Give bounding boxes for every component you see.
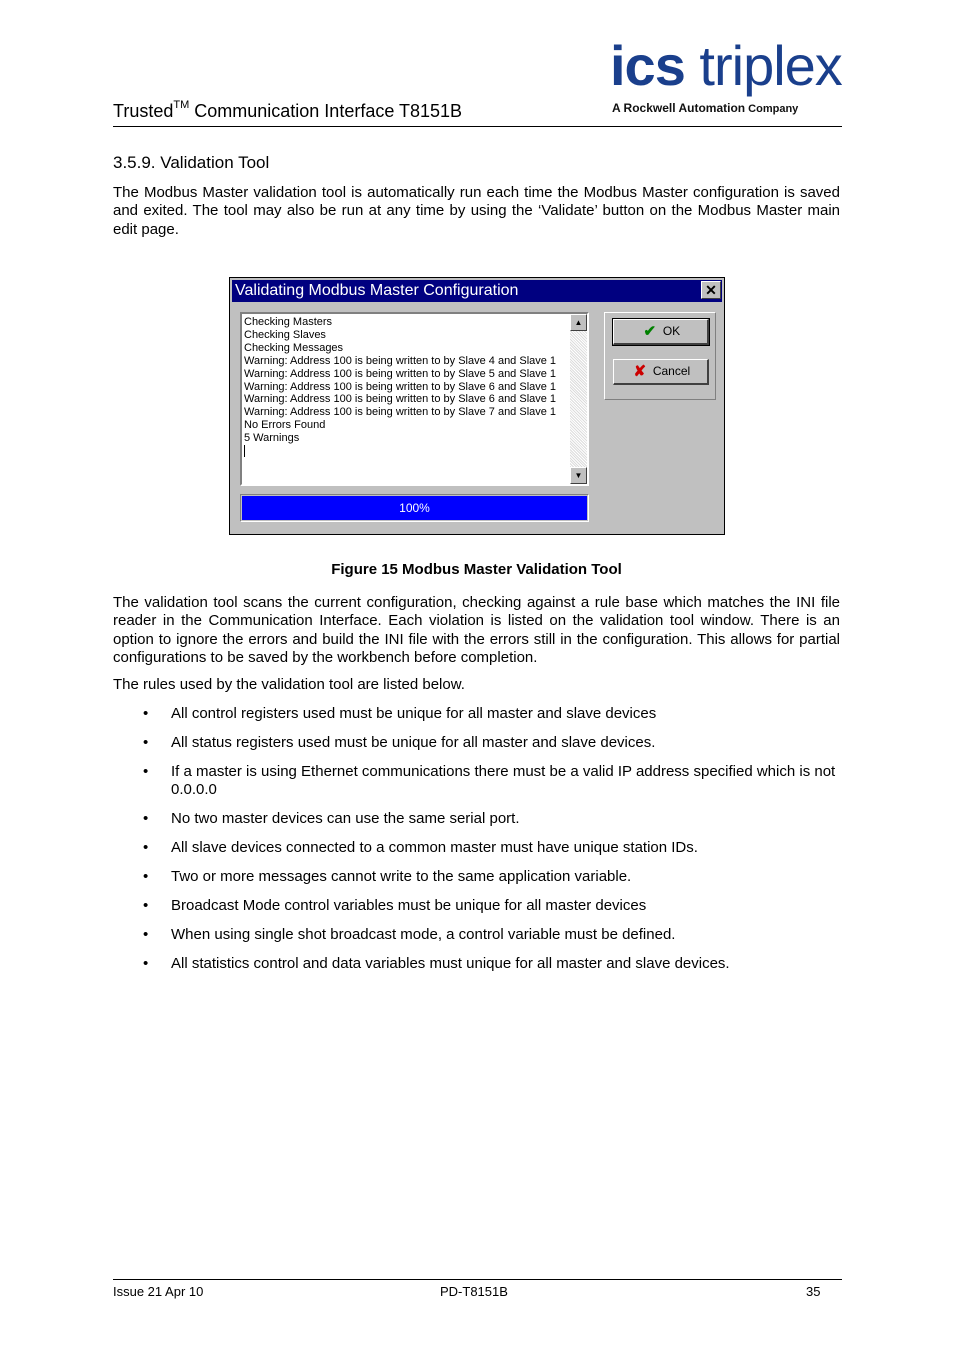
bullet-icon: • bbox=[143, 762, 149, 780]
rule-text: All status registers used must be unique for all master and slave devices. bbox=[171, 733, 656, 751]
scroll-up-icon[interactable]: ▲ bbox=[570, 314, 587, 331]
bullet-icon: • bbox=[143, 868, 149, 886]
cross-icon: ✘ bbox=[633, 362, 647, 380]
log-line: Warning: Address 100 is being written to by Slave 7 and Slave 1 bbox=[244, 406, 557, 419]
footer-rule bbox=[113, 1279, 842, 1280]
log-line: 5 Warnings bbox=[244, 432, 300, 445]
document-title: Trusted™ Communication Interface T8151B bbox=[113, 99, 463, 121]
ok-button[interactable]: ✔ OK bbox=[613, 319, 709, 345]
bullet-icon: • bbox=[143, 733, 149, 751]
log-scrollbar[interactable] bbox=[570, 314, 587, 484]
rule-item bbox=[113, 839, 840, 857]
close-icon[interactable]: ✕ bbox=[701, 281, 721, 299]
rule-text: All statistics control and data variables must unique for all master and slave devices. bbox=[171, 955, 730, 973]
trademark-mark: TM bbox=[173, 99, 190, 111]
validation-log[interactable] bbox=[240, 312, 589, 486]
cancel-button[interactable]: ✘ Cancel bbox=[613, 359, 709, 385]
rule-item bbox=[113, 810, 840, 828]
bullet-icon: • bbox=[143, 955, 149, 973]
body-paragraph-2: The rules used by the validation tool are listed below. bbox=[113, 676, 465, 693]
section-heading: 3.5.9. Validation Tool bbox=[113, 153, 270, 172]
figure-caption: Figure 15 Modbus Master Validation Tool bbox=[331, 561, 622, 578]
log-line: Warning: Address 100 is being written to by Slave 6 and Slave 1 bbox=[244, 380, 557, 393]
bullet-icon: • bbox=[143, 926, 149, 944]
bullet-icon: • bbox=[143, 897, 149, 915]
ics-triplex-logo: ics triplex bbox=[610, 34, 842, 97]
bullet-icon: • bbox=[143, 839, 149, 857]
validation-dialog bbox=[229, 277, 725, 535]
log-line: Checking Messages bbox=[244, 341, 344, 354]
rule-item bbox=[113, 868, 840, 886]
footer-doc-id: PD-T8151B bbox=[440, 1284, 508, 1299]
footer-issue: Issue 21 Apr 10 bbox=[113, 1284, 204, 1299]
checkmark-icon: ✔ bbox=[643, 322, 657, 340]
rule-item bbox=[113, 705, 840, 723]
rule-item bbox=[113, 763, 840, 800]
rule-text: All slave devices connected to a common master must have unique station IDs. bbox=[171, 839, 698, 857]
rule-text: All control registers used must be unique for all master and slave devices bbox=[171, 705, 657, 722]
intro-paragraph: The Modbus Master validation tool is automatically run each time the Modbus Master configuration is saved and exited. The tool may also be run at any time by using the ‘Validate’ button on the Modbus Master main edit page. bbox=[113, 184, 840, 238]
progress-bar bbox=[240, 494, 589, 522]
scroll-down-icon[interactable]: ▼ bbox=[570, 467, 587, 484]
rule-text: When using single shot broadcast mode, a control variable must be defined. bbox=[171, 926, 676, 944]
header-rule bbox=[113, 126, 842, 127]
rules-list bbox=[113, 705, 840, 984]
rule-item bbox=[113, 734, 840, 752]
dialog-title-bar: Validating Modbus Master Configuration bbox=[232, 280, 722, 302]
rule-text: Two or more messages cannot write to the same application variable. bbox=[171, 868, 632, 886]
log-line: Warning: Address 100 is being written to by Slave 6 and Slave 1 bbox=[244, 393, 557, 406]
rule-item bbox=[113, 897, 840, 915]
button-panel bbox=[604, 312, 716, 400]
text-caret bbox=[244, 445, 245, 457]
rule-text: Broadcast Mode control variables must be unique for all master devices bbox=[171, 897, 647, 915]
log-line: Checking Slaves bbox=[244, 328, 326, 341]
bullet-icon: • bbox=[143, 810, 149, 828]
footer-page-number: 35 bbox=[806, 1284, 821, 1299]
logo-tagline: A Rockwell Automation Company bbox=[612, 101, 799, 115]
progress-label: 100% bbox=[399, 501, 430, 515]
bullet-icon: • bbox=[143, 705, 149, 722]
body-paragraph-1: The validation tool scans the current configuration, checking against a rule base which matches the INI file reader in the Communication Interface. Each violation is listed on the validation tool window. There is an option to ignore the errors and build the INI file with the errors still in the configuration. This allows for partial configurations to be saved by the workbench before completion. bbox=[113, 594, 840, 666]
log-line: Checking Masters bbox=[244, 316, 333, 328]
log-line: Warning: Address 100 is being written to by Slave 4 and Slave 1 bbox=[244, 354, 557, 367]
rule-item bbox=[113, 926, 840, 944]
rule-text: If a master is using Ethernet communications there must be a valid IP address specified which is not 0.0.0.0 bbox=[171, 762, 836, 799]
log-line: No Errors Found bbox=[244, 419, 326, 432]
log-line: Warning: Address 100 is being written to by Slave 5 and Slave 1 bbox=[244, 367, 557, 380]
rule-item bbox=[113, 955, 840, 973]
log-lines bbox=[244, 316, 556, 461]
rule-text: No two master devices can use the same serial port. bbox=[171, 810, 520, 828]
